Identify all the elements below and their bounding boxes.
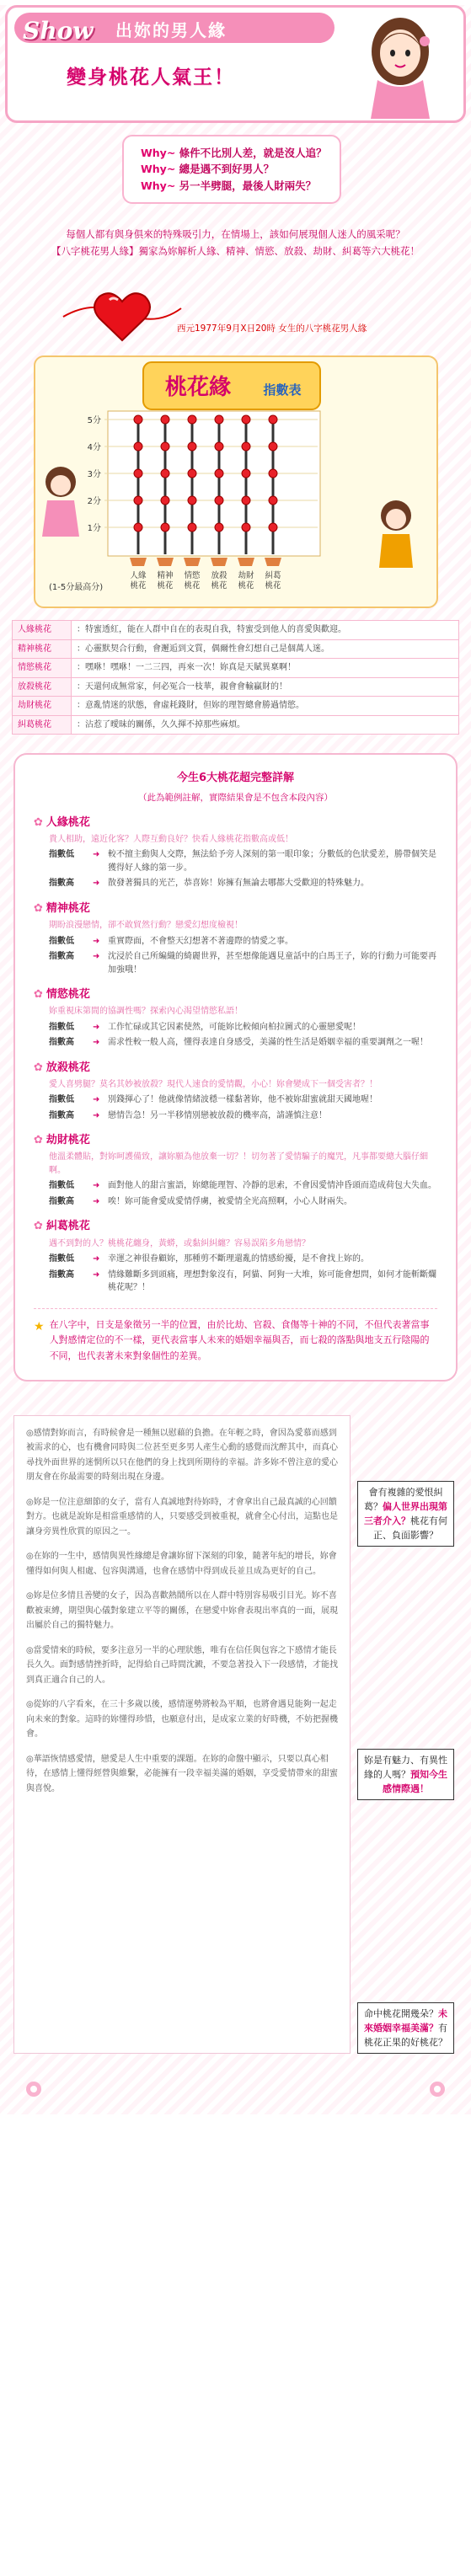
high-label: 指數高 [49,1269,74,1280]
high-text: 戀情告急！另一半移情別戀被放殺的機率高，請謹慎注意！ [108,1110,327,1120]
girl-face-icon [51,475,71,495]
intro-line-1: 每個人都有與身俱來的特殊吸引力，在情場上，該如何展現個人迷人的風采呢？ [66,228,405,241]
section-title: 情慾桃花 [45,988,90,1002]
bar-flower [161,469,169,478]
low-label: 指數低 [49,1181,74,1191]
side-post: 有桃花正果的好桃花？ [364,2023,447,2049]
x-category-label-2: 桃花 [157,581,174,591]
high-text: 唉！妳可能會愛成愛情俘虜，被愛情全光高照啊，小心人財兩失。 [108,1196,352,1206]
bar-flower [215,442,223,451]
low-row [49,1179,437,1193]
arrow-right-icon: ➜ [93,1254,100,1264]
low-row [49,1093,437,1107]
high-row [49,1109,437,1123]
bar-flower [134,442,142,451]
side-promo-box[interactable] [357,2002,454,2054]
bar-flower [269,442,277,451]
high-row [49,1269,437,1295]
peach-chart [17,355,454,608]
header-title: 出妳的男人緣 [115,20,227,40]
flower-pot [184,558,201,566]
question-line [141,145,329,161]
why-label: Why~ [141,163,176,176]
flower-icon: ✿ [34,901,43,915]
high-label: 指數高 [49,1038,74,1048]
low-label: 指數低 [49,1022,74,1032]
table-value: ：意亂情迷的狀態，會虛耗錢財，但妳的理智總會勝過情慾。 [72,697,459,716]
article-section [13,1415,458,2054]
x-category-label: 劫財 [238,571,254,581]
side-promo-box[interactable] [357,1481,454,1547]
detail-subtitle: （此為範例註解，實際結果會是不包含本段內容） [138,792,333,803]
bar-flower [269,415,277,424]
bar-flower [269,523,277,532]
lady-illustration-icon [354,13,447,119]
low-text: 幸運之神很眷顧妳，那種剪不斷理還亂的情感紛擾，是不會找上妳的。 [108,1254,369,1264]
peach-type-table [12,620,459,735]
bar-flower [188,469,196,478]
question-text: 條件不比別人差，就是沒人追？ [179,147,327,159]
arrow-right-icon: ➜ [93,850,100,860]
question-line [141,161,329,177]
birth-caption: 西元1977年9月X日20時 女生的八字桃花男人緣 [177,323,367,334]
arrow-right-icon: ➜ [93,1110,100,1120]
detail-note-text: 在八字中，日支是象徵另一半的位置，由於比劫、官殺、食傷等十神的不同，不但代表著當事人對感情定位的不一樣，更代表當事人未來的婚姻幸福與否，而七殺的落點與地支五行陰陽的不同，也代表著未來對象個性的差異。 [49,1318,430,1361]
section-title: 糾葛桃花 [45,1220,90,1233]
bar-flower [134,469,142,478]
side-pre: 命中桃花開幾朵？ [364,2008,438,2020]
plot-area [108,411,320,556]
section-heading [34,986,437,1003]
x-category-label-2: 桃花 [265,581,281,591]
high-label: 指數高 [49,1110,74,1120]
peach-section [34,815,437,890]
bar-flower [215,469,223,478]
high-label: 指數高 [49,1196,74,1206]
scale-note: (1-5分最高分) [49,583,104,593]
table-key: 劫財桃花 [13,697,72,716]
flower-pot [211,558,227,566]
intro-line-2: 【八字桃花男人緣】獨家為妳解析人緣、精神、情慾、放殺、劫財、糾葛等六大桃花！ [51,245,420,258]
table-value: ：嘿咻！嘿咻！一二三四，再來一次！妳真是天賦異稟啊！ [72,659,459,678]
high-row [49,950,437,976]
y-tick-label: 1分 [87,524,101,534]
table-key: 糾葛桃花 [13,715,72,735]
y-tick-label: 4分 [87,443,101,453]
x-category-label-2: 桃花 [130,581,147,591]
arrow-right-icon: ➜ [93,1269,100,1280]
bar-flower [134,523,142,532]
x-category-label: 糾葛 [265,571,281,581]
header-subtitle: 變身桃花人氣王！ [67,67,235,88]
bar-flower [269,496,277,505]
flower-icon: ✿ [34,1061,43,1074]
chart-board [17,355,454,608]
low-label: 指數低 [49,1254,74,1264]
footer-decoration [0,2066,471,2106]
bar-flower [242,442,250,451]
footer-flower-icon [0,2066,471,2106]
x-category-label: 精神 [157,571,174,581]
arrow-right-icon: ➜ [93,1095,100,1105]
x-category-label: 放殺 [211,571,227,581]
bar-flower [215,496,223,505]
high-text: 情緣難斷多到頭痛，理想對象沒有，阿貓、阿狗一大堆，妳可能會想問，如何才能斬斷爛桃花呢？！ [108,1269,436,1293]
section-desc: 他溫柔體貼，對妳呵護備致，讓妳願為他放棄一切？！切勿著了愛情騙子的魔咒，凡事都要總大腦仔細啊。 [49,1152,428,1175]
section-heading [34,1218,437,1235]
arrow-right-icon: ➜ [93,1022,100,1032]
chart-subtitle: 指數表 [263,382,302,398]
table-key: 精神桃花 [13,639,72,659]
low-label: 指數低 [49,850,74,860]
low-row [49,848,437,874]
bar-flower [161,442,169,451]
article-paragraph: ◎妳是一位注意細節的女子，當有人真誠地對待妳時，才會拿出自己最真誠的心回饋對方。也就是說妳是相當重感情的人，只要感受到被重視，就會全心付出，這點也是讓身旁異性欣賞的原因之一。 [26,1497,338,1537]
article-paragraph: ◎從妳的八字看來，在三十多歲以後，感情運勢將較為平順，也將會遇見能夠一起走向未來的對象。這時的妳懂得珍惜，也願意付出，是成家立業的好時機，不妨把握機會。 [26,1700,338,1740]
section-title: 劫財桃花 [45,1134,90,1147]
table-value: ：天還何成無常家，何必冤合一枝華，親會會輸贏財的！ [72,677,459,697]
x-category-label: 情慾 [184,571,201,581]
bar-flower [188,442,196,451]
section-heading [34,1060,437,1077]
x-category-label-2: 桃花 [211,581,227,591]
table-row [13,659,459,678]
star-icon: ★ [34,1319,45,1333]
question-text: 總是遇不到好男人？ [179,163,275,176]
table-row [13,715,459,735]
boy-shirt-icon [379,534,413,568]
section-heading [34,1132,437,1149]
bar-flower [188,523,196,532]
high-row [49,877,437,890]
arrow-right-icon: ➜ [93,1181,100,1191]
flower-icon: ✿ [34,1134,43,1147]
article-paragraph: ◎在妳的一生中，感情與異性緣總是會讓妳留下深刻的印象，隨著年紀的增長，妳會懂得如何與人相處、包容與溝通，也會在感情中得到成長並且成為更好的自己。 [26,1552,337,1576]
high-row [49,1036,437,1050]
section-desc: 愛人喜劈腿？莫名其妙被放殺？現代人速食的愛情觀，小心！妳會變成下一個受害者？！ [49,1079,377,1089]
side-pre: 會有複雜的愛恨糾葛？ [364,1486,443,1512]
x-category-label-2: 桃花 [184,581,201,591]
flower-icon: ✿ [34,815,43,829]
low-row [49,1021,437,1034]
arrow-right-icon: ➜ [93,1038,100,1048]
question-box [122,135,341,204]
article-paragraph: ◎感情對妳而言，有時候會是一種無以慰藉的負擔。在年輕之時，會因為愛慕而感到被需求的心，也有機會同時與二位甚至更多男人產生心動的感覺而沈醉其中，而真心尋找外面世界的迷惘所以只在他們的身上找到所期待的幸福。許多妳不曾注意的愛心朋友會在你最需要的時刻出現在身邊。 [26,1428,338,1483]
detail-note [34,1308,437,1365]
low-text: 重實際面，不會整天幻想著不著邊際的情愛之事。 [108,936,293,946]
table-key: 情慾桃花 [13,659,72,678]
high-row [49,1195,437,1209]
bar-flower [215,415,223,424]
article-sidebar [357,1415,454,2054]
table-row [13,621,459,640]
table-value: ：沾惹了曖昧的關係，久久揮不掉那些麻煩。 [72,715,459,735]
detail-card [13,753,458,1381]
arrow-right-icon: ➜ [93,879,100,889]
question-text: 另一半劈腿，最後人財兩失？ [179,179,317,192]
why-label: Why~ [141,179,176,192]
high-text: 散發著獨具的光芒，恭喜妳！妳擁有無論去哪都大受歡迎的特殊魅力。 [108,879,369,889]
article-paragraph: ◎妳是位多情且善變的女子，因為喜歡熱鬧所以在人群中特別容易吸引目光。妳不喜歡被束縛，期望與心儀對象建立平等的關係，在戀愛中妳會表現出率真的一面，展現出屬於自己的獨特魅力。 [26,1591,338,1631]
side-highlight: 偏人世界出現第三者介入？ [364,1500,447,1526]
low-text: 工作忙碌或其它因素使然，可能妳比較傾向柏拉圖式的心靈戀愛呢！ [108,1022,361,1032]
arrow-right-icon: ➜ [93,936,100,946]
x-category-label: 人緣 [130,571,147,581]
bar-flower [161,496,169,505]
table-value: ：心靈默契合行動，會邂逅到文質，偶爾性會幻想自己是個萬人迷。 [72,639,459,659]
flower-pot [157,558,174,566]
flower-icon: ✿ [34,1220,43,1233]
low-label: 指數低 [49,1095,74,1105]
flower-icon: ✿ [34,988,43,1002]
article-body [13,1415,351,2054]
bar-flower [134,496,142,505]
girl-dress-icon [42,500,79,537]
question-line [141,178,329,194]
y-tick-label: 5分 [87,416,101,426]
x-category-label-2: 桃花 [238,581,254,591]
header-banner [5,5,466,123]
section-desc: 期盼浪漫戀情，卻不敢貿然行動？戀愛幻想度檢視！ [49,921,243,931]
arrow-right-icon: ➜ [93,952,100,962]
bar-flower [161,415,169,424]
high-label: 指數高 [49,952,74,962]
intro-text [13,226,458,259]
heart-ribbon-icon [59,275,185,350]
section-heading [34,815,437,831]
peach-section [34,1132,437,1208]
side-pre: 妳是有魅力、有異性緣的人嗎？ [364,1754,447,1780]
why-label: Why~ [141,147,176,159]
peach-section [34,1218,437,1294]
section-desc: 遇不到對的人？桃桃花纏身，黃蟒，或黏糾糾纏？容易誤陷多角戀情？ [49,1238,310,1248]
table-key: 人緣桃花 [13,621,72,640]
section-title: 放殺桃花 [45,1061,90,1074]
peach-section [34,986,437,1050]
section-title: 精神桃花 [45,901,90,915]
article-paragraph: ◎華語恢情感愛情，戀愛是人生中重要的課題。在妳的命盤中顯示，只要以真心相待，在感情上懂得經營與維繫，必能擁有一段幸福美滿的婚姻，享受愛情帶來的甜蜜與喜悅。 [26,1754,338,1793]
flower-pot [238,558,254,566]
low-text: 較不擅主動與人交際，無法給予旁人深刻的第一眼印象；分數低的色狀愛差，勝帶個笑是獲得好人緣的第一步。 [108,850,436,873]
table-key: 放殺桃花 [13,677,72,697]
show-logo: Show [23,17,94,45]
table-row [13,697,459,716]
chart-title: 桃花緣 [164,375,232,401]
high-text: 需求性較一般人高，懂得表達自身感受，美滿的性生活是婚姻幸福的重要調劑之一喔！ [108,1038,428,1048]
arrow-right-icon: ➜ [93,1196,100,1206]
bar-flower [161,523,169,532]
side-post: 桃花有何正、負面影響？ [373,1515,447,1541]
y-tick-label: 3分 [87,470,101,480]
side-promo-box[interactable] [357,1749,454,1800]
side-highlight: 未來婚姻幸福美滿？ [364,2008,447,2034]
low-label: 指數低 [49,936,74,946]
flower-pot [265,558,281,566]
section-desc: 貴人相助，遠近化客？人際互動良好？快看人緣桃花指數高或低！ [49,834,293,844]
boy-face-icon [386,509,406,529]
bar-flower [215,523,223,532]
peach-section [34,901,437,976]
high-label: 指數高 [49,879,74,889]
section-title: 人緣桃花 [45,815,90,829]
bar-flower [242,415,250,424]
page [0,5,471,2114]
peach-section [34,1060,437,1123]
article-paragraph: ◎當愛情來的時候，要多注意另一半的心理狀態，唯有在信任與包容之下感情才能長長久久。面對感情挫折時，記得給自己時間沈澱，不要急著投入下一段感情，才能找到真正適合自己的人。 [26,1645,338,1685]
bar-flower [269,469,277,478]
bar-flower [242,523,250,532]
section-heading [34,901,437,917]
low-row [49,935,437,949]
section-desc: 妳重視床第間的協調性嗎？探索內心渴望情慾私語！ [49,1007,243,1017]
high-text: 沈浸於自己所編織的綺麗世界，甚至想像能遇見童話中的白馬王子，妳的行動力可能要再加強哦！ [108,952,436,975]
detail-title: 今生6大桃花超完整詳解 [176,772,295,785]
low-text: 面對他人的甜言蜜語，妳總能理智、冷靜的思索，不會因愛情沖昏頭而造成荷包大失血。 [108,1181,436,1191]
bar-flower [134,415,142,424]
side-highlight: 預知今生感情際遇！ [383,1768,447,1794]
y-tick-label: 2分 [87,497,101,507]
table-value: ：特蜜透紅，能在人群中自在的表現自我，特蜜受到他人的喜愛與歡迎。 [72,621,459,640]
table-row [13,677,459,697]
low-text: 別錢揮心了！他就像情緒波穩一樣黏著妳，他不被妳甜蜜就甜天國地喔！ [108,1095,377,1105]
flower-pot [130,558,147,566]
table-row [13,639,459,659]
low-row [49,1253,437,1266]
heart-area [0,275,471,350]
bar-flower [188,415,196,424]
bar-flower [242,469,250,478]
bar-flower [242,496,250,505]
bar-flower [188,496,196,505]
